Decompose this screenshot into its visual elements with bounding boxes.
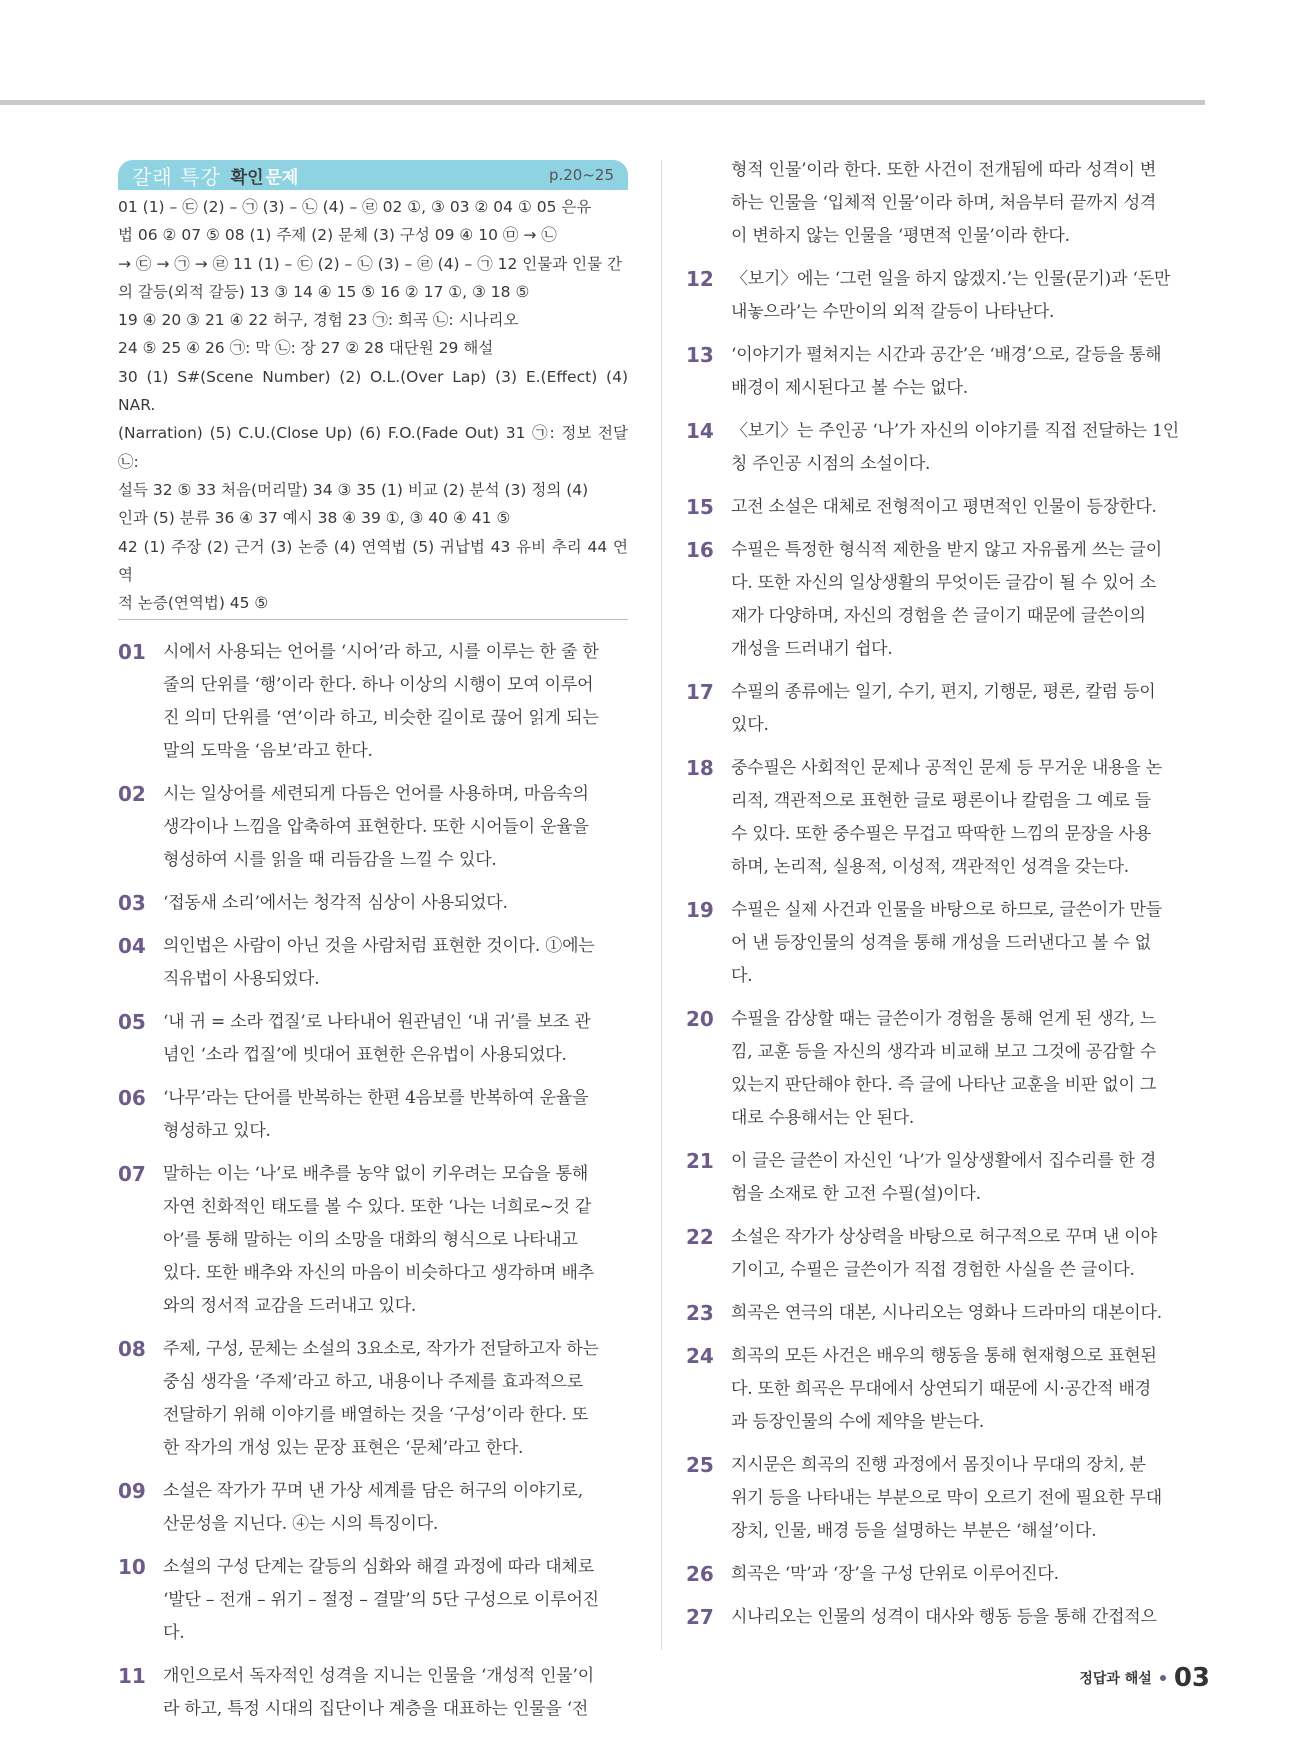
text-line: 줄의 단위를 ‘행’이라 한다. 하나 이상의 시행이 모여 이루어: [163, 675, 594, 696]
item-text: [731, 752, 1204, 884]
answer-line: 01 (1) – ㉢ (2) – ㉠ (3) – ㉡ (4) – ㉣ 02 ①, ③ 03 ② 04 ① 05 은유: [118, 198, 592, 216]
text-line: 리적, 객관적으로 표현한 글로 평론이나 칼럼을 그 예로 들: [731, 791, 1151, 811]
explanation-item: [686, 676, 1204, 742]
item-number: 08: [118, 1337, 146, 1362]
text-line: 어 낸 등장인물의 성격을 통해 개성을 드러낸다고 볼 수 없: [731, 933, 1151, 953]
item-text: [731, 1558, 1204, 1591]
footer-dot: [1160, 1675, 1166, 1681]
text-line: 개인으로서 독자적인 성격을 지니는 인물을 ‘개성적 인물’이: [163, 1666, 594, 1687]
continued-explanation: [686, 154, 1204, 253]
text-line: 있다.: [731, 715, 769, 735]
text-line: 시나리오는 인물의 성격이 대사와 행동 등을 통해 간접적으: [731, 1607, 1157, 1627]
page-number: 03: [1173, 1663, 1210, 1693]
text-line: 말의 도막을 ‘음보’라고 한다.: [163, 741, 373, 762]
answer-key: [118, 193, 628, 620]
answer-line: → ㉢ → ㉠ → ㉣ 11 (1) – ㉢ (2) – ㉡ (3) – ㉣ (4) – ㉠ 12 인물과 인물 간: [118, 254, 622, 273]
left-column: [118, 160, 628, 1726]
page-footer: [1040, 1662, 1210, 1694]
text-line: ‘이야기가 펼쳐지는 시간과 공간’은 ‘배경’으로, 갈등을 통해: [731, 345, 1162, 365]
text-line: 념인 ‘소라 껍질’에 빗대어 표현한 은유법이 사용되었다.: [163, 1045, 567, 1066]
explanation-item: [118, 778, 628, 877]
text-line: 다.: [163, 1623, 185, 1644]
item-number: 15: [686, 495, 714, 519]
text-line: 재가 다양하며, 자신의 경험을 쓴 글이기 때문에 글쓴이의: [731, 606, 1146, 626]
text-line: 산문성을 지닌다. ④는 시의 특징이다.: [163, 1514, 439, 1535]
explanation-item: [686, 1297, 1204, 1330]
text-line: 형적 인물’이라 한다. 또한 사건이 전개됨에 따라 성격이 변: [731, 160, 1157, 180]
item-number: 27: [686, 1605, 714, 1629]
explanation-item: [118, 1333, 628, 1465]
item-text: [163, 1082, 628, 1148]
text-line: 있다. 또한 배추와 자신의 마음이 비슷하다고 생각하며 배추: [163, 1263, 594, 1284]
item-text: [163, 1006, 628, 1072]
item-text: [731, 894, 1204, 993]
item-number: 04: [118, 934, 146, 959]
text-line: 과 등장인물의 수에 제약을 받는다.: [731, 1412, 985, 1432]
footer-label: 정답과 해설: [1079, 1671, 1152, 1687]
text-line: 소설의 구성 단계는 갈등의 심화와 해결 과정에 따라 대체로: [163, 1557, 594, 1578]
item-text: [163, 778, 628, 877]
text-line: 있는지 판단해야 한다. 즉 글에 나타난 교훈을 비판 없이 그: [731, 1075, 1157, 1095]
item-text: [731, 1601, 1204, 1634]
text-line: 다. 또한 희곡은 무대에서 상연되기 때문에 시·공간적 배경: [731, 1379, 1151, 1399]
text-line: 이 변하지 않는 인물을 ‘평면적 인물’이라 한다.: [731, 226, 1070, 246]
text-line: 한 작가의 개성 있는 문장 표현은 ‘문체’라고 한다.: [163, 1438, 524, 1459]
text-line: 와의 정서적 교감을 드러내고 있다.: [163, 1296, 417, 1317]
text-line: 다.: [731, 966, 753, 986]
text-line: 장치, 인물, 배경 등을 설명하는 부분은 ‘해설’이다.: [731, 1521, 1097, 1541]
text-line: 다. 또한 자신의 일상생활의 무엇이든 글감이 될 수 있어 소: [731, 573, 1157, 593]
item-number: 25: [686, 1453, 714, 1477]
text-line: 위기 등을 나타내는 부분으로 막이 오르기 전에 필요한 무대: [731, 1488, 1162, 1508]
explanation-item: [686, 491, 1204, 524]
text-line: 라 하고, 특정 시대의 집단이나 계층을 대표하는 인물을 ‘전: [163, 1699, 589, 1720]
text-line: 자연 친화적인 태도를 볼 수 있다. 또한 ‘나는 너희로~것 같: [163, 1197, 592, 1218]
text-line: 중수필은 사회적인 문제나 공적인 문제 등 무거운 내용을 논: [731, 758, 1162, 778]
right-column: [686, 154, 1204, 1634]
text-line: 하는 인물을 ‘입체적 인물’이라 하며, 처음부터 끝까지 성격: [731, 193, 1157, 213]
text-line: 험을 소재로 한 고전 수필(설)이다.: [731, 1184, 981, 1204]
item-text: [731, 491, 1204, 524]
item-text: [731, 415, 1204, 481]
text-line: 수필을 감상할 때는 글쓴이가 경험을 통해 얻게 된 생각, 느: [731, 1009, 1157, 1029]
explanation-item: [686, 1003, 1204, 1135]
answer-line: 42 (1) 주장 (2) 근거 (3) 논증 (4) 연역법 (5) 귀납법 43 유비 추리 44 연역: [118, 537, 628, 584]
text-line: 하며, 논리적, 실용적, 이성적, 객관적인 성격을 갖는다.: [731, 857, 1129, 877]
answer-line: 법 06 ② 07 ⑤ 08 (1) 주제 (2) 문체 (3) 구성 09 ④ 10 ㉤ → ㉡: [118, 226, 557, 245]
explanation-item: [118, 930, 628, 996]
item-number: 03: [118, 891, 146, 916]
item-text: [731, 534, 1204, 666]
text-line: 내놓으라’는 수만이의 외적 갈등이 나타난다.: [731, 302, 1055, 322]
text-line: 소설은 작가가 꾸며 낸 가상 세계를 담은 허구의 이야기로,: [163, 1481, 583, 1502]
item-number: 09: [118, 1479, 146, 1504]
right-explanations: [686, 263, 1204, 1634]
text-line: 시에서 사용되는 언어를 ‘시어’라 하고, 시를 이루는 한 줄 한: [163, 642, 599, 663]
answer-line: 24 ⑤ 25 ④ 26 ㉠: 막 ㉡: 장 27 ② 28 대단원 29 해설: [118, 339, 494, 358]
item-text: [163, 887, 628, 920]
item-text: [163, 1475, 628, 1541]
item-number: 16: [686, 538, 714, 562]
explanation-item: [118, 636, 628, 768]
item-number: 05: [118, 1010, 146, 1035]
text-line: 개성을 드러내기 쉽다.: [731, 639, 893, 659]
item-number: 21: [686, 1149, 714, 1173]
item-text: [163, 1333, 628, 1465]
explanation-item: [686, 534, 1204, 666]
text-line: 진 의미 단위를 ‘연’이라 하고, 비슷한 길이로 끊어 읽게 되는: [163, 708, 599, 729]
item-text: [731, 676, 1204, 742]
explanation-item: [686, 1340, 1204, 1439]
explanation-item: [118, 887, 628, 920]
explanation-item: [686, 1449, 1204, 1548]
text-line: 전달하기 위해 이야기를 배열하는 것을 ‘구성’이라 한다. 또: [163, 1405, 589, 1426]
explanation-item: [118, 1551, 628, 1650]
item-text: [163, 1158, 628, 1323]
text-line: 말하는 이는 ‘나’로 배추를 농약 없이 키우려는 모습을 통해: [163, 1164, 589, 1185]
item-number: 19: [686, 898, 714, 922]
left-explanations: [118, 636, 628, 1726]
text-line: 수 있다. 또한 중수필은 무겁고 딱딱한 느낌의 문장을 사용: [731, 824, 1151, 844]
explanation-item: [686, 1558, 1204, 1591]
text-line: 희곡은 ‘막’과 ‘장’을 구성 단위로 이루어진다.: [731, 1564, 1059, 1584]
item-number: 24: [686, 1344, 714, 1368]
item-text: [163, 930, 628, 996]
item-number: 18: [686, 756, 714, 780]
answer-line: 30 (1) S#(Scene Number) (2) O.L.(Over Lap) (3) E.(Effect) (4) NAR.: [118, 367, 628, 415]
item-text: [731, 1003, 1204, 1135]
text-line: 형성하고 있다.: [163, 1121, 271, 1142]
item-number: 07: [118, 1162, 146, 1187]
item-text: [731, 1340, 1204, 1439]
answer-line: (Narration) (5) C.U.(Close Up) (6) F.O.(Fade Out) 31 ㉠: 정보 전달 ㉡:: [118, 424, 628, 471]
explanation-item: [686, 1221, 1204, 1287]
answer-line: 인과 (5) 분류 36 ④ 37 예시 38 ④ 39 ①, ③ 40 ④ 41 ⑤: [118, 509, 511, 528]
text-line: ‘나무’라는 단어를 반복하는 한편 4음보를 반복하여 운율을: [163, 1088, 589, 1109]
item-number: 02: [118, 782, 146, 807]
explanation-item: [686, 415, 1204, 481]
explanation-item: [118, 1475, 628, 1541]
explanation-item: [118, 1158, 628, 1323]
answer-line: 의 갈등(외적 갈등) 13 ③ 14 ④ 15 ⑤ 16 ② 17 ①, ③ 18 ⑤: [118, 282, 530, 301]
explanation-item: [118, 1082, 628, 1148]
text-line: 시는 일상어를 세련되게 다듬은 언어를 사용하며, 마음속의: [163, 784, 589, 805]
explanation-item: [118, 1660, 628, 1726]
text-line: 대로 수용해서는 안 된다.: [731, 1108, 915, 1128]
text-line: 지시문은 희곡의 진행 과정에서 몸짓이나 무대의 장치, 분: [731, 1455, 1146, 1475]
text-line: 기이고, 수필은 글쓴이가 직접 경험한 사실을 쓴 글이다.: [731, 1260, 1135, 1280]
item-text: [163, 636, 628, 768]
item-number: 26: [686, 1562, 714, 1586]
item-number: 20: [686, 1007, 714, 1031]
text-line: 수필은 특정한 형식적 제한을 받지 않고 자유롭게 쓰는 글이: [731, 540, 1162, 560]
column-divider: [661, 160, 662, 1650]
item-number: 22: [686, 1225, 714, 1249]
text-line: 직유법이 사용되었다.: [163, 969, 320, 990]
item-number: 01: [118, 640, 146, 665]
item-number: 17: [686, 680, 714, 704]
item-text: [731, 1297, 1204, 1330]
item-number: 13: [686, 343, 714, 367]
explanation-item: [686, 894, 1204, 993]
item-number: 23: [686, 1301, 714, 1325]
text-line: ‘접동새 소리’에서는 청각적 심상이 사용되었다.: [163, 893, 508, 914]
explanation-item: [686, 1601, 1204, 1634]
explanation-item: [686, 1145, 1204, 1211]
text-line: 소설은 작가가 상상력을 바탕으로 허구적으로 꾸며 낸 이야: [731, 1227, 1157, 1247]
text-line: 낌, 교훈 등을 자신의 생각과 비교해 보고 그것에 공감할 수: [731, 1042, 1157, 1062]
text-line: 수필의 종류에는 일기, 수기, 편지, 기행문, 평론, 칼럼 등이: [731, 682, 1156, 702]
item-text: [163, 1551, 628, 1650]
explanation-item: [686, 263, 1204, 329]
banner-subtitle-2: 문제: [265, 167, 299, 188]
text-line: 형성하여 시를 읽을 때 리듬감을 느낄 수 있다.: [163, 850, 497, 871]
item-text: [731, 1145, 1204, 1211]
item-number: 11: [118, 1664, 146, 1689]
item-number: 10: [118, 1555, 146, 1580]
banner-subtitle: 확인: [230, 167, 264, 188]
text-line: 이 글은 글쓴이 자신인 ‘나’가 일상생활에서 집수리를 한 경: [731, 1151, 1157, 1171]
item-text: [163, 1660, 628, 1726]
text-line: 〈보기〉는 주인공 ‘나’가 자신의 이야기를 직접 전달하는 1인: [731, 421, 1179, 441]
item-text: [731, 339, 1204, 405]
explanation-item: [686, 752, 1204, 884]
banner-page-range: p.20~25: [548, 166, 614, 184]
explanation-item: [118, 1006, 628, 1072]
item-number: 12: [686, 267, 714, 291]
text-line: 주제, 구성, 문체는 소설의 3요소로, 작가가 전달하고자 하는: [163, 1339, 599, 1360]
text-line: 의인법은 사람이 아닌 것을 사람처럼 표현한 것이다. ①에는: [163, 936, 595, 957]
item-text: [731, 263, 1204, 329]
explanation-item: [686, 339, 1204, 405]
answer-line: 19 ④ 20 ③ 21 ④ 22 허구, 경험 23 ㉠: 희곡 ㉡: 시나리오: [118, 311, 519, 330]
text-line: 〈보기〉에는 ‘그런 일을 하지 않겠지.’는 인물(문기)과 ‘돈만: [731, 269, 1171, 289]
answer-line: 적 논증(연역법) 45 ⑤: [118, 594, 269, 613]
text-line: 배경이 제시된다고 볼 수는 없다.: [731, 378, 968, 398]
item-text: [731, 1449, 1204, 1548]
top-rule: [0, 100, 1205, 105]
text-line: 고전 소설은 대체로 전형적이고 평면적인 인물이 등장한다.: [731, 497, 1157, 517]
text-line: 중심 생각을 ‘주제’라고 하고, 내용이나 주제를 효과적으로: [163, 1372, 583, 1393]
banner-title: 갈래 특강: [132, 164, 221, 189]
text-line: ‘내 귀 = 소라 껍질’로 나타내어 원관념인 ‘내 귀’를 보조 관: [163, 1012, 591, 1033]
text-line: 수필은 실제 사건과 인물을 바탕으로 하므로, 글쓴이가 만들: [731, 900, 1162, 920]
text-line: 칭 주인공 시점의 소설이다.: [731, 454, 931, 474]
text-line: 생각이나 느낌을 압축하여 표현한다. 또한 시어들이 운율을: [163, 817, 589, 838]
text-line: 아’를 통해 말하는 이의 소망을 대화의 형식으로 나타내고: [163, 1230, 578, 1251]
answer-line: 설득 32 ⑤ 33 처음(머리말) 34 ③ 35 (1) 비교 (2) 분석 (3) 정의 (4): [118, 480, 589, 499]
text-line: ‘발단 – 전개 – 위기 – 절정 – 결말’의 5단 구성으로 이루어진: [163, 1590, 599, 1611]
text-line: 희곡은 연극의 대본, 시나리오는 영화나 드라마의 대본이다.: [731, 1303, 1162, 1323]
text-line: 희곡의 모든 사건은 배우의 행동을 통해 현재형으로 표현된: [731, 1346, 1157, 1366]
item-number: 06: [118, 1086, 146, 1111]
item-text: [731, 1221, 1204, 1287]
section-banner: [118, 160, 628, 190]
item-number: 14: [686, 419, 714, 443]
